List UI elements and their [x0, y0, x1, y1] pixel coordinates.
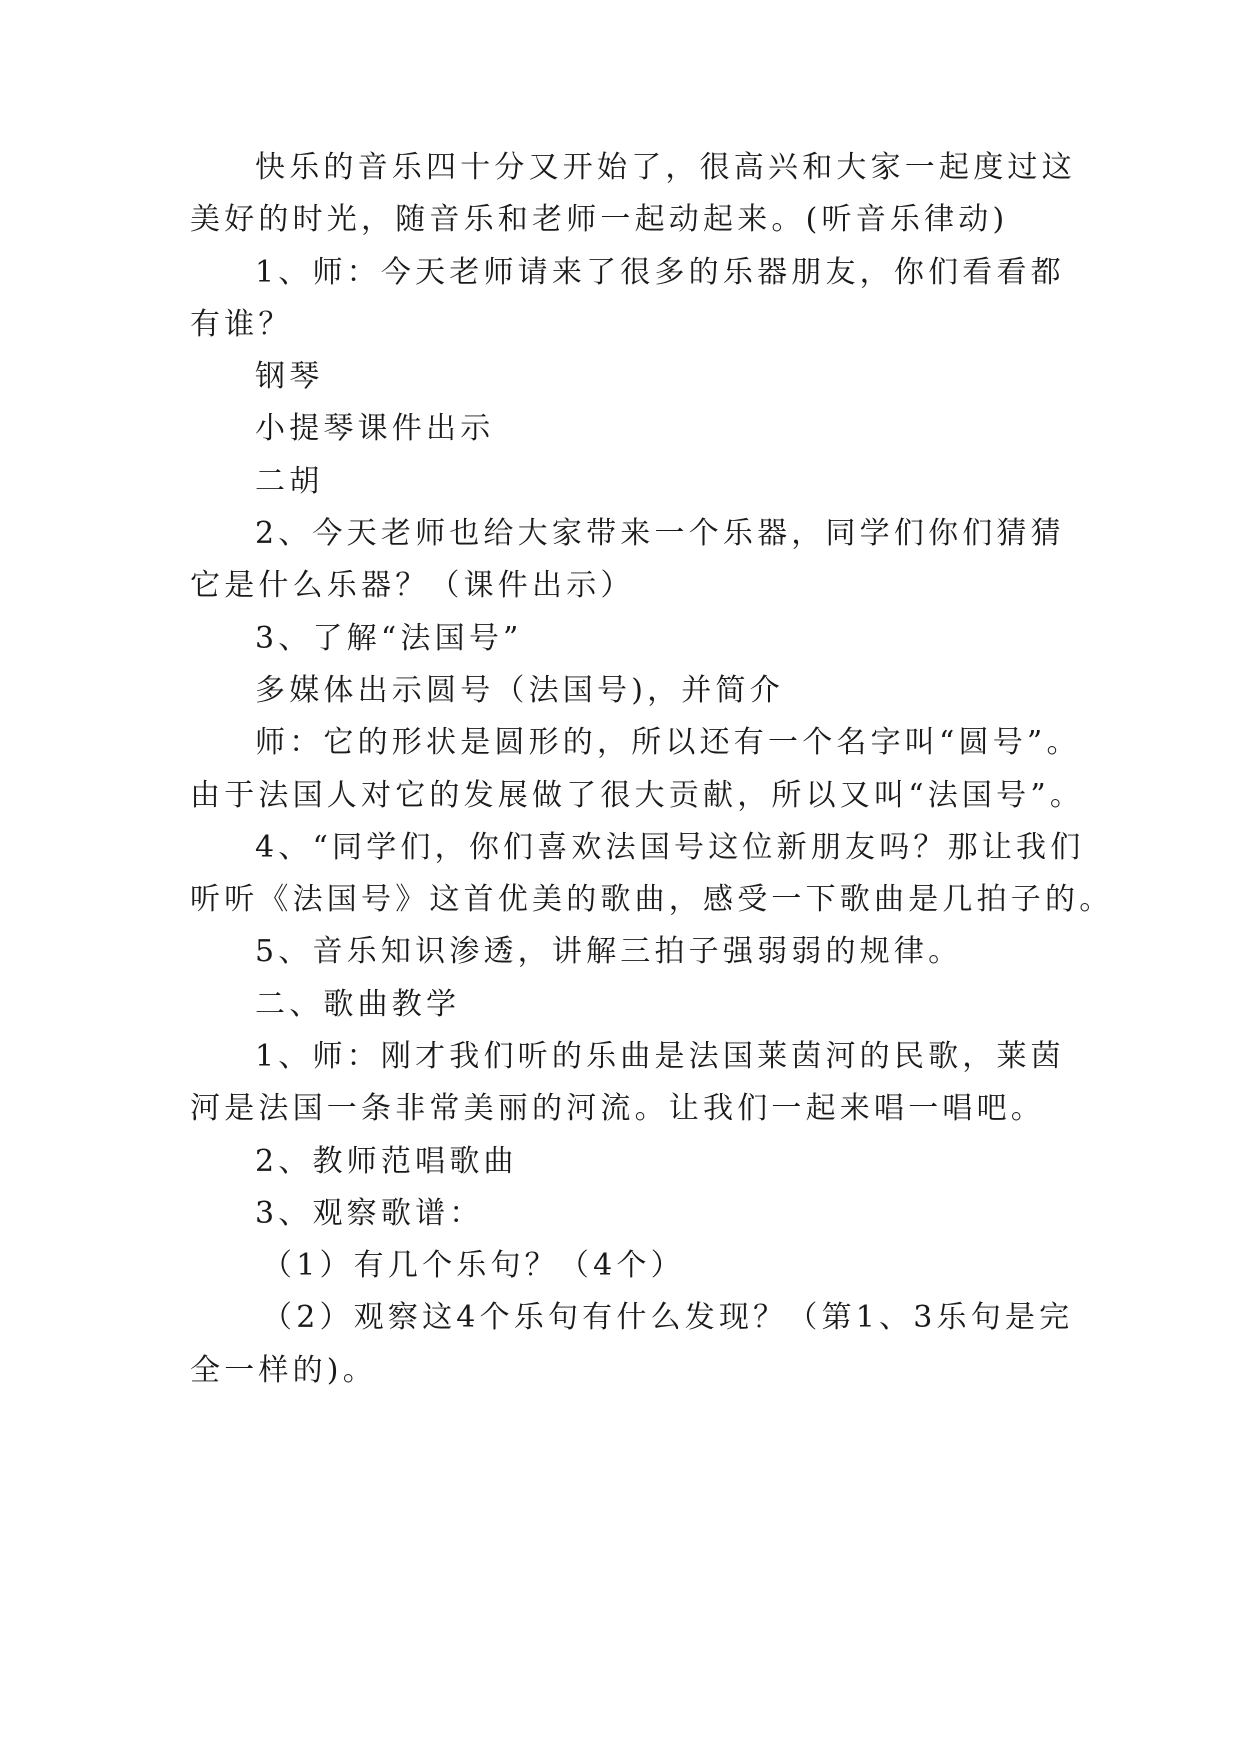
paragraph-line: 它是什么乐器？（课件出示）: [190, 568, 635, 603]
paragraph-line: 1、师：刚才我们听的乐曲是法国莱茵河的民歌，莱茵: [255, 1039, 1065, 1074]
paragraph-line: 师：它的形状是圆形的，所以还有一个名字叫“圆号”。: [255, 725, 1081, 760]
paragraph-line: 全一样的)。: [190, 1353, 377, 1388]
paragraph-line: （2）观察这4个乐句有什么发现？（第1、3乐句是完: [262, 1300, 1074, 1335]
paragraph-line: 听听《法国号》这首优美的歌曲，感受一下歌曲是几拍子的。: [190, 882, 1114, 917]
paragraph-line: 3、观察歌谱：: [255, 1196, 484, 1231]
paragraph-line: 2、教师范唱歌曲: [255, 1144, 518, 1179]
paragraph-line: 有谁？: [190, 307, 293, 342]
paragraph-line: 河是法国一条非常美丽的河流。让我们一起来唱一唱吧。: [190, 1091, 1045, 1126]
section-heading: 二、歌曲教学: [255, 987, 461, 1022]
paragraph-line: 二胡: [255, 464, 324, 499]
paragraph-line: 美好的时光，随音乐和老师一起动起来。(听音乐律动): [190, 202, 1009, 237]
paragraph-line: 2、今天老师也给大家带来一个乐器，同学们你们猜猜: [255, 516, 1065, 551]
paragraph-line: （1）有几个乐句？（4个）: [262, 1248, 685, 1283]
paragraph-line: 1、师：今天老师请来了很多的乐器朋友，你们看看都: [255, 255, 1065, 290]
paragraph-line: 由于法国人对它的发展做了很大贡献，所以又叫“法国号”。: [190, 778, 1085, 813]
paragraph-line: 快乐的音乐四十分又开始了，很高兴和大家一起度过这: [255, 150, 1076, 185]
paragraph-line: 小提琴课件出示: [255, 411, 495, 446]
paragraph-line: 多媒体出示圆号（法国号)，并简介: [255, 673, 784, 708]
paragraph-line: 5、音乐知识渗透，讲解三拍子强弱弱的规律。: [255, 934, 963, 969]
paragraph-line: 钢琴: [255, 359, 324, 394]
paragraph-line: 4、“同学们，你们喜欢法国号这位新朋友吗？那让我们: [255, 830, 1085, 865]
paragraph-line: 3、了解“法国号”: [255, 621, 523, 656]
